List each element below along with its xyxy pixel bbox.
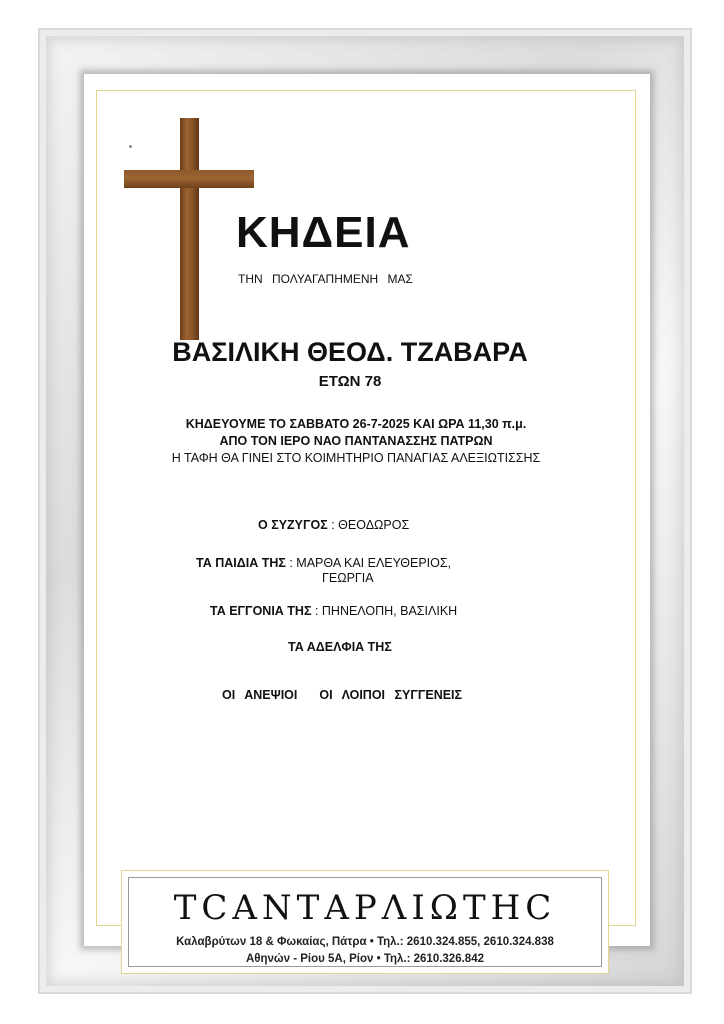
siblings-label: ΤΑ ΑΔΕΛΦΙΑ ΤΗΣ [288,640,392,654]
cross-vertical-beam [180,118,199,340]
other-relatives-label: ΟΙ ΛΟΙΠΟΙ ΣΥΓΓΕΝΕΙΣ [319,688,463,702]
deceased-name: ΒΑΣΙΛΙΚΗ ΘΕΟΔ. ΤΖΑΒΑΡΑ [172,337,528,367]
notice-subtitle: ΤΗΝ ΠΟΛΥΑΓΑΠΗΜΕΝΗ ΜΑΣ [238,272,413,286]
speck-mark [129,145,132,148]
spouse-label: Ο ΣΥΖΥΓΟΣ [258,518,328,532]
funeral-home-logo-box [121,870,609,974]
grandchildren-row [210,604,457,618]
children-label: ΤΑ ΠΑΙΔΙΑ ΤΗΣ [196,556,286,570]
siblings-row [288,640,392,654]
spouse-value: : ΘΕΟΔΩΡΟΣ [327,518,410,532]
notice-title: ΚΗΔΕΙΑ [236,208,411,257]
church-line: ΑΠΟ ΤΟΝ ΙΕΡΟ ΝΑΟ ΠΑΝΤΑΝΑΣΣΗΣ ΠΑΤΡΩΝ [219,434,493,448]
burial-line: Η ΤΑΦΗ ΘΑ ΓΙΝΕΙ ΣΤΟ ΚΟΙΜΗΤΗΡΙΟ ΠΑΝΑΓΙΑΣ ΑΛΕΞΙΩΤΙΣΣΗΣ [171,451,541,465]
grandchildren-value: : ΠΗΝΕΛΟΠΗ, ΒΑΣΙΛΙΚΗ [311,604,458,618]
funeral-home-brand: ΤCΑΝΤΑΡΛΙΩΤΗC [173,888,557,928]
cross-horizontal-beam [124,170,254,188]
other-relatives-row [222,688,462,702]
spouse-row [258,518,409,532]
ceremony-date-line: ΚΗΔΕΥΟΥΜΕ ΤΟ ΣΑΒΒΑΤΟ 26-7-2025 ΚΑΙ ΩΡΑ 11,30 π.μ. [185,417,527,431]
grandchildren-label: ΤΑ ΕΓΓΟΝΙΑ ΤΗΣ [210,604,312,618]
logo-inner-border [128,877,602,967]
children-row [196,556,451,570]
address-line-2: Αθηνών - Ρίου 5Α, Ρίον • Τηλ.: 2610.326.842 [245,953,484,965]
deceased-age: ΕΤΩΝ 78 [318,373,382,390]
address-line-1: Καλαβρύτων 18 & Φωκαίας, Πάτρα • Τηλ.: 2610.324.855, 2610.324.838 [176,936,554,948]
children-value-continued: ΓΕΩΡΓΙΑ [322,571,374,585]
nephews-label: ΟΙ ΑΝΕΨΙΟΙ [222,688,298,702]
children-value: : ΜΑΡΘΑ ΚΑΙ ΕΛΕΥΘΕΡΙΟΣ, [285,556,452,570]
